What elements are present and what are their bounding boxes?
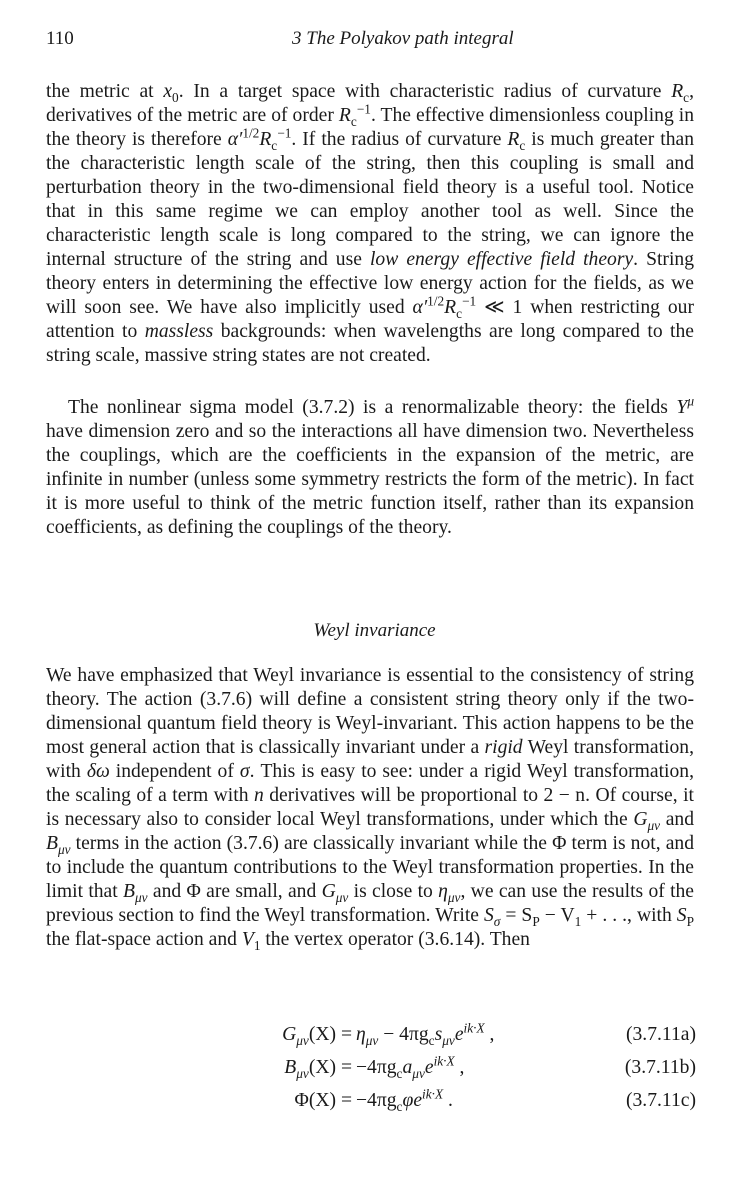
equation-rhs: $\eta_{\mu\nu} - 4\pi g_cs_{\mu\nu}e^{ik\cdot X}$ ,: [356, 1020, 495, 1048]
equation-row: [46, 1086, 696, 1123]
page-number: 110: [46, 28, 74, 49]
equation-lhs: Φ(X) =: [294, 1090, 352, 1111]
equation-rhs: $-4\pi g_c\varphi e^{ik\cdot X}$ .: [356, 1086, 453, 1114]
equation-row: [46, 1020, 696, 1057]
equation-number: (3.7.11a): [625, 1024, 696, 1045]
emphasis-massless: massless: [144, 321, 214, 342]
paragraph-curvature: the metric at $x_0$. In a target space with characteristic radius of curvature $R_c$, derivatives of the metric are of order $R_c^{-1}$. The effective dimensionless coupling in the theory is therefore $\alpha'^{1/2}R_c^{-1}$. If the radius of curvature $R_c$ is much greater than the characteristic length scale of the string, then this coupling is small and perturbation theory in the two-dimensional field theory is a useful tool. Notice that in this same regime we can employ another tool as well. Since the characteristic length scale is long compared to the string, we can ignore the internal structure of the string and use low energy effective field theory. String theory enters in determining the effective low energy action for the fields, as we will soon see. We have also implicitly used $\alpha'^{1/2}R_c^{-1}$ ≪ 1 when restricting our attention to massless backgrounds: when wavelengths are long compared to the string scale, massive string states are not created.: [46, 81, 694, 366]
page-header: [46, 28, 706, 54]
equation-block: [46, 1020, 696, 1123]
emphasis-rigid: rigid: [484, 737, 523, 758]
section-heading: Weyl invariance: [313, 620, 436, 641]
equation-lhs: $G_{\mu\nu}(X)$ =: [282, 1024, 352, 1048]
paragraph-nonlinear-sigma-model: The nonlinear sigma model (3.7.2) is a renormalizable theory: the fields $Y^\mu$ have dimension zero and so the interactions all have dimension two. Nevertheless the couplings, which are the coefficients in the expansion of the metric, are infinite in number (unless some symmetry restricts the form of the metric). In fact it is more useful to think of the metric function itself, rather than its expansion coefficients, as defining the couplings of the theory.: [46, 393, 694, 538]
equation-number: (3.7.11c): [625, 1090, 696, 1111]
equation-lhs: $B_{\mu\nu}(X)$ =: [284, 1057, 352, 1081]
equation-row: [46, 1053, 696, 1090]
paragraph-weyl-invariance: We have emphasized that Weyl invariance is essential to the consistency of string theory. The action (3.7.6) will define a consistent string theory only if the two-dimensional quantum field theory is Weyl-invariant. This action happens to be the most general action that is classically invariant under a rigid Weyl transformation, with δω independent of σ. This is easy to see: under a rigid Weyl transformation, the scaling of a term with n derivatives will be proportional to 2 − n. Of course, it is necessary also to consider local Weyl transformations, under which the $G_{\mu\nu}$ and $B_{\mu\nu}$ terms in the action (3.7.6) are classically invariant while the Φ term is not, and to include the quantum contributions to the Weyl transformation properties. In the limit that $B_{\mu\nu}$ and Φ are small, and $G_{\mu\nu}$ is close to $\eta_{\mu\nu}$, we can use the results of the previous section to find the Weyl transformation. Write $S_\sigma = S_P - V_1$ + . . ., with $S_P$ the flat-space action and $V_1$ the vertex operator (3.6.14). Then: [46, 665, 695, 953]
running-title: 3 The Polyakov path integral: [292, 28, 514, 49]
equation-number: (3.7.11b): [624, 1057, 696, 1078]
equation-rhs: $-4\pi g_ca_{\mu\nu}e^{ik\cdot X}$ ,: [356, 1053, 465, 1081]
emphasis-low-energy-eft: low energy effective field theory: [369, 249, 634, 270]
